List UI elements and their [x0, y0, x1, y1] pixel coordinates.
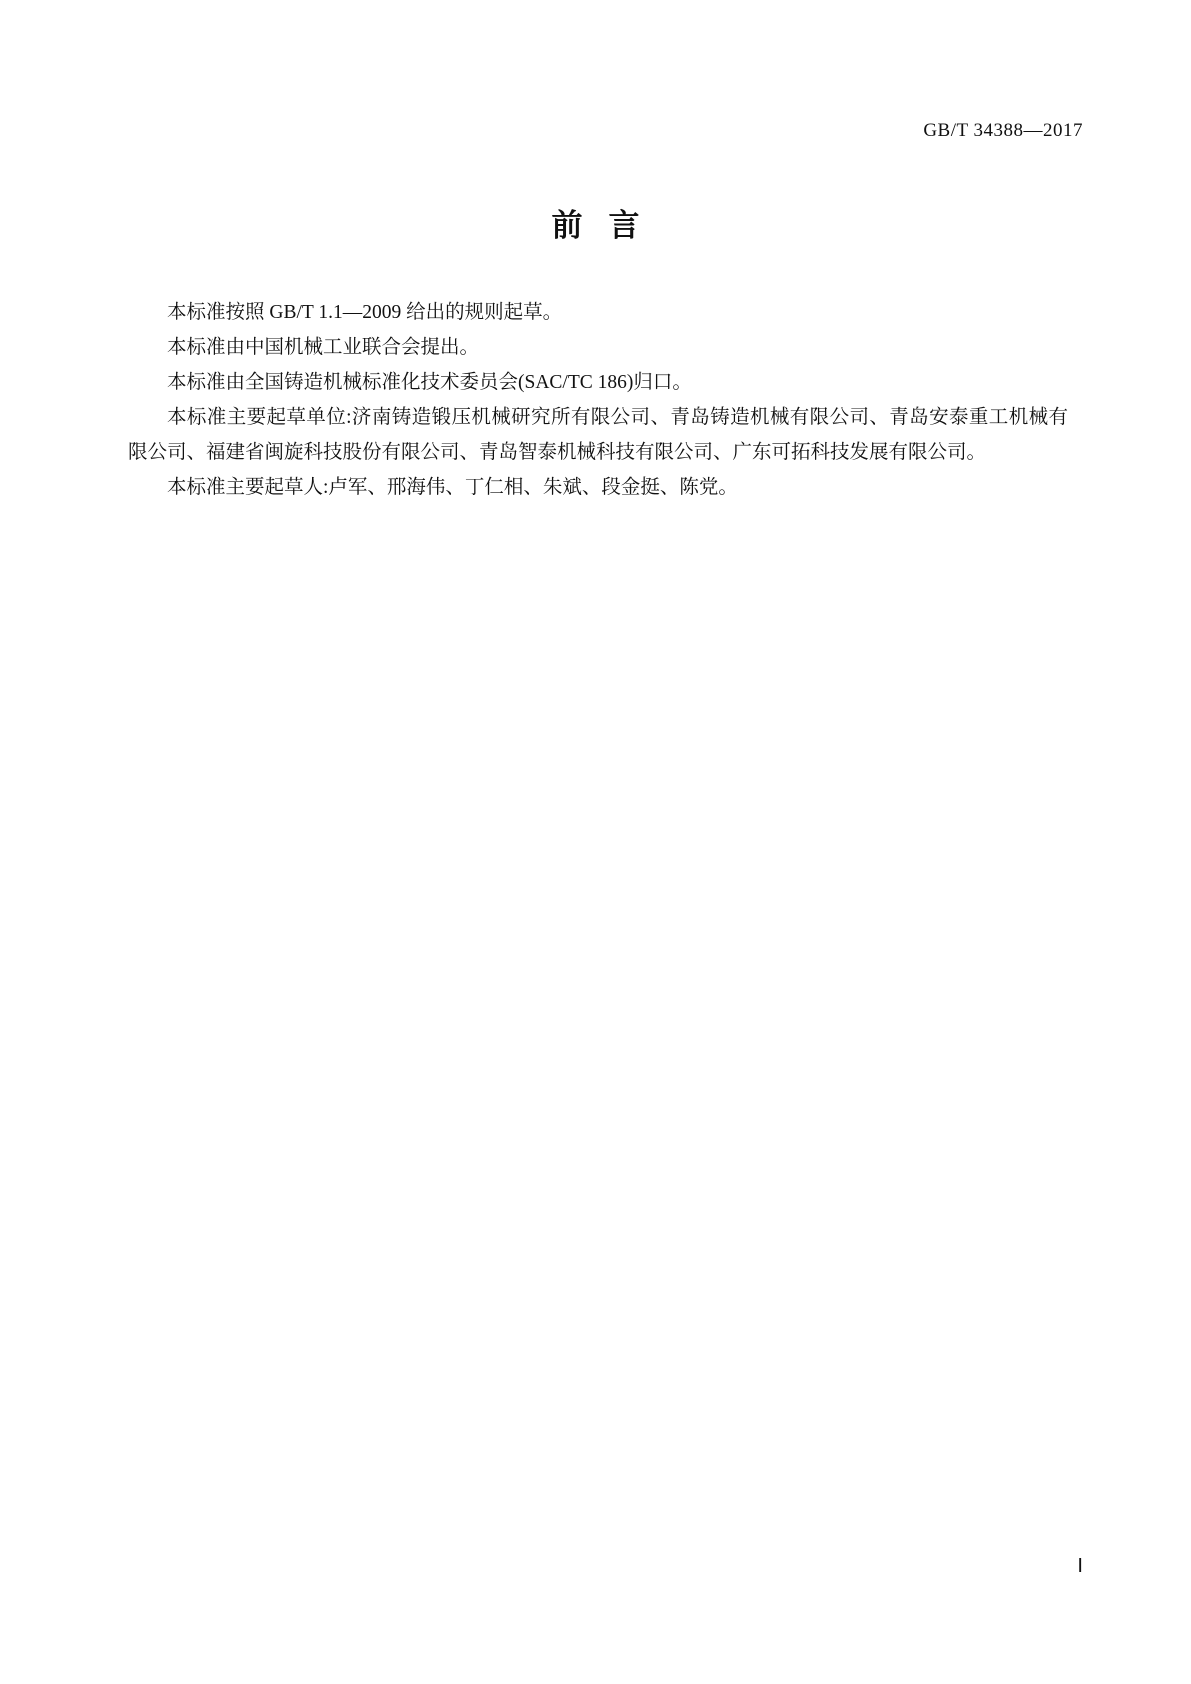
foreword-paragraph-1: 本标准按照 GB/T 1.1—2009 给出的规则起草。	[167, 302, 563, 323]
foreword-paragraph-4: 本标准主要起草单位:济南铸造锻压机械研究所有限公司、青岛铸造机械有限公司、青岛安泰重工机械有限公司、福建省闽旋科技股份有限公司、青岛智泰机械科技有限公司、广东可拓科技发展有限公司。	[128, 407, 1068, 463]
foreword-paragraph-3: 本标准由全国铸造机械标准化技术委员会(SAC/TC 186)归口。	[167, 372, 692, 393]
foreword-paragraph-2: 本标准由中国机械工业联合会提出。	[167, 337, 480, 358]
foreword-paragraph-5: 本标准主要起草人:卢军、邢海伟、丁仁相、朱斌、段金挺、陈党。	[167, 477, 738, 498]
foreword-body	[128, 295, 1068, 505]
page-number: Ⅰ	[1077, 1556, 1083, 1577]
page-header-standard-number: GB/T 34388—2017	[923, 120, 1083, 141]
page-title: 前言	[551, 208, 666, 244]
